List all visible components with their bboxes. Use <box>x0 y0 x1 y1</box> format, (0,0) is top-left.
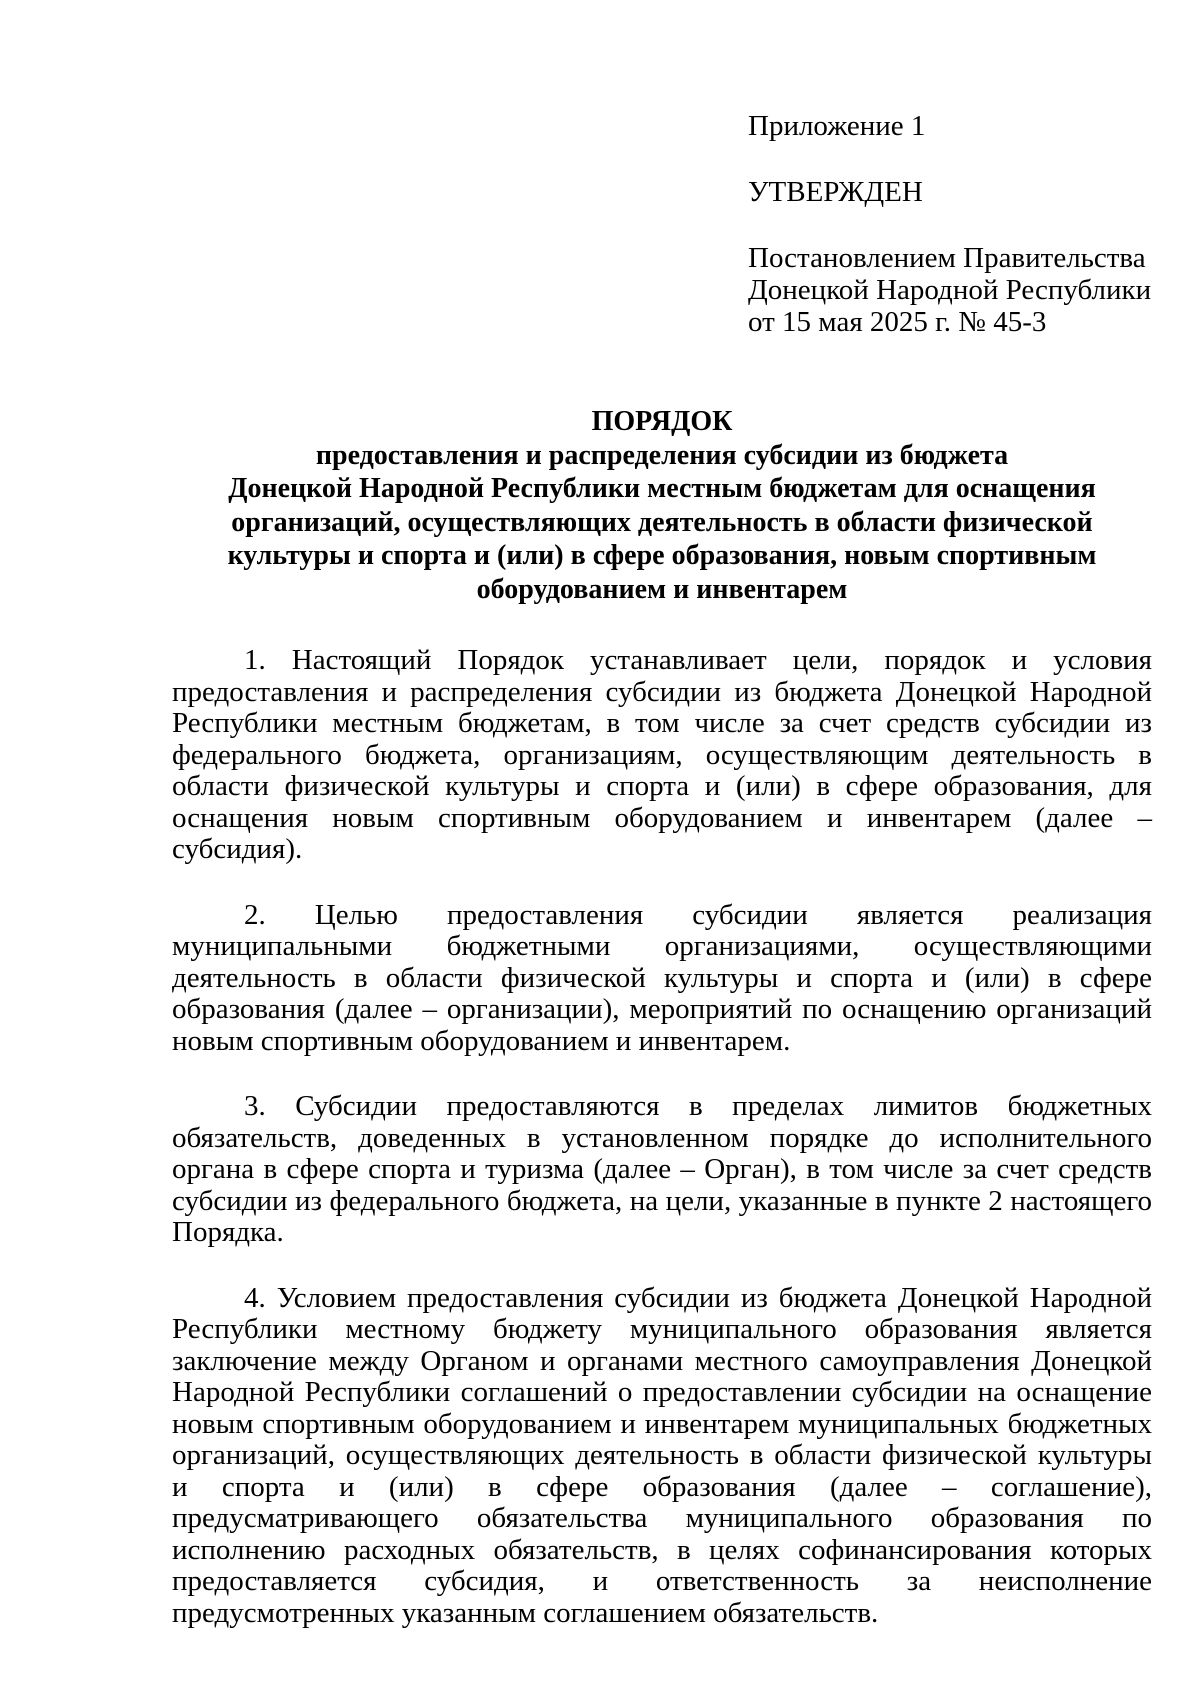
title-heading: ПОРЯДОК <box>591 406 733 437</box>
paragraph-2: 2. Целью предоставления субсидии является реализация муниципальными бюджетными организациями, осуществляющими деятельность в области физической культуры и спорта и (или) в сфере образования (далее – организации), мероприятий по оснащению организаций новым спортивным оборудованием и инвентарем. <box>172 898 1152 1057</box>
title-subtitle-line: культуры и спорта и (или) в сфере образования, новым спортивным <box>227 540 1097 571</box>
document-body <box>172 645 1152 1663</box>
approval-block <box>748 110 1168 338</box>
decree-line: Постановлением Правительства <box>748 242 1146 274</box>
approved-label: УТВЕРЖДЕН <box>748 176 923 208</box>
title-subtitle-line: оборудованием и инвентарем <box>476 573 848 605</box>
title-subtitle-line: организаций, осуществляющих деятельность в области физической <box>231 506 1093 538</box>
title-subtitle-line: Донецкой Народной Республики местным бюджетам для оснащения <box>228 473 1096 504</box>
title-subtitle-line: предоставления и распределения субсидии из бюджета <box>315 439 1009 471</box>
paragraph-3: 3. Субсидии предоставляются в пределах лимитов бюджетных обязательств, доведенных в установленном порядке до исполнительного органа в сфере спорта и туризма (далее – Орган), в том числе за счет средств субсидии из федерального бюджета, на цели, указанные в пункте 2 настоящего Порядка. <box>172 1090 1152 1248</box>
document-title <box>172 405 1152 606</box>
paragraph-1: 1. Настоящий Порядок устанавливает цели, порядок и условия предоставления и распределения субсидии из бюджета Донецкой Народной Республики местным бюджетам, в том числе за счет средств субсидии из федерального бюджета, организациям, осуществляющим деятельность в области физической культуры и спорта и (или) в сфере образования, для оснащения новым спортивным оборудованием и инвентарем (далее – субсидия). <box>172 644 1152 865</box>
decree-date-line: от 15 мая 2025 г. № 45-3 <box>748 306 1047 338</box>
paragraph-4: 4. Условием предоставления субсидии из бюджета Донецкой Народной Республики местному бюджету муниципального образования является заключение между Органом и органами местного самоуправления Донецкой Народной Республики соглашений о предоставлении субсидии на оснащение новым спортивным оборудованием и инвентарем муниципальных бюджетных организаций, осуществляющих деятельность в области физической культуры и спорта и (или) в сфере образования (далее – соглашение), предусматривающего обязательства муниципального образования по исполнению расходных обязательств, в целях софинансирования которых предоставляется субсидия, и ответственность за неисполнение предусмотренных указанным соглашением обязательств. <box>172 1281 1152 1629</box>
appendix-label: Приложение 1 <box>748 110 926 142</box>
decree-line: Донецкой Народной Республики <box>748 274 1152 306</box>
